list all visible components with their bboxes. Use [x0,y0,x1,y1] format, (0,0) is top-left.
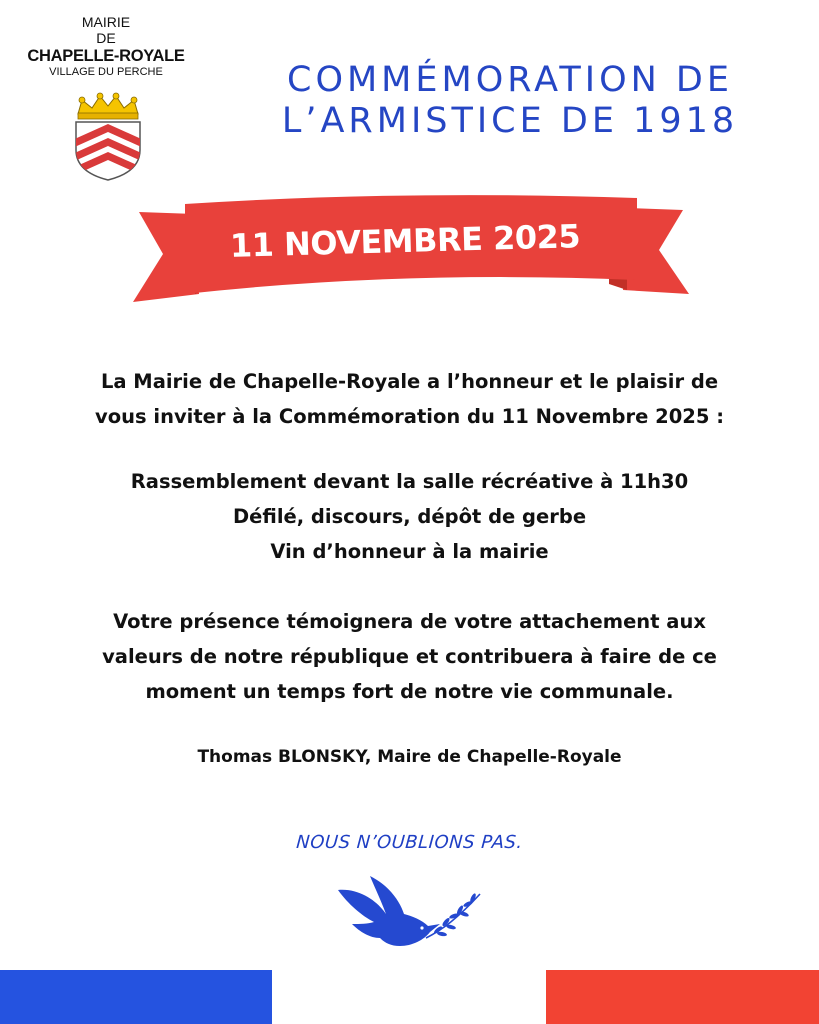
closing-line-2: valeurs de notre république et contribuera à faire de ce [102,645,717,668]
coat-of-arms-icon [68,92,148,182]
mairie-logo-block [0,14,212,79]
flag-red-stripe [546,970,819,1024]
slogan: NOUS N’OUBLIONS PAS. [295,832,524,853]
program-paragraph [30,464,789,569]
flag-blue-stripe [0,970,272,1024]
mayor-signature: Thomas BLONSKY, Maire de Chapelle-Royale [197,747,622,767]
program-line-3: Vin d’honneur à la mairie [270,540,549,563]
village-subtitle: VILLAGE DU PERCHE [49,66,163,78]
invitation-paragraph [30,364,789,434]
mairie-label: MAIRIE [81,14,131,30]
commune-name: CHAPELLE-ROYALE [27,47,185,65]
dove-with-olive-branch-icon [330,872,490,952]
title-line-2: L’ARMISTICE DE 1918 [281,101,739,141]
intro-line-1: La Mairie de Chapelle-Royale a l’honneur et le plaisir de [100,370,719,393]
program-line-2: Défilé, discours, dépôt de gerbe [232,505,587,528]
de-label: DE [96,30,116,46]
intro-line-2: vous inviter à la Commémoration du 11 Novembre 2025 : [95,405,724,428]
event-date: 11 NOVEMBRE 2025 [229,217,581,265]
program-line-1: Rassemblement devant la salle récréative à 11h30 [130,470,689,493]
closing-paragraph [30,604,789,709]
closing-line-1: Votre présence témoignera de votre attachement aux [113,610,706,633]
page-title [240,60,780,142]
closing-line-3: moment un temps fort de notre vie communale. [145,680,674,703]
title-line-1: COMMÉMORATION DE [287,60,733,100]
